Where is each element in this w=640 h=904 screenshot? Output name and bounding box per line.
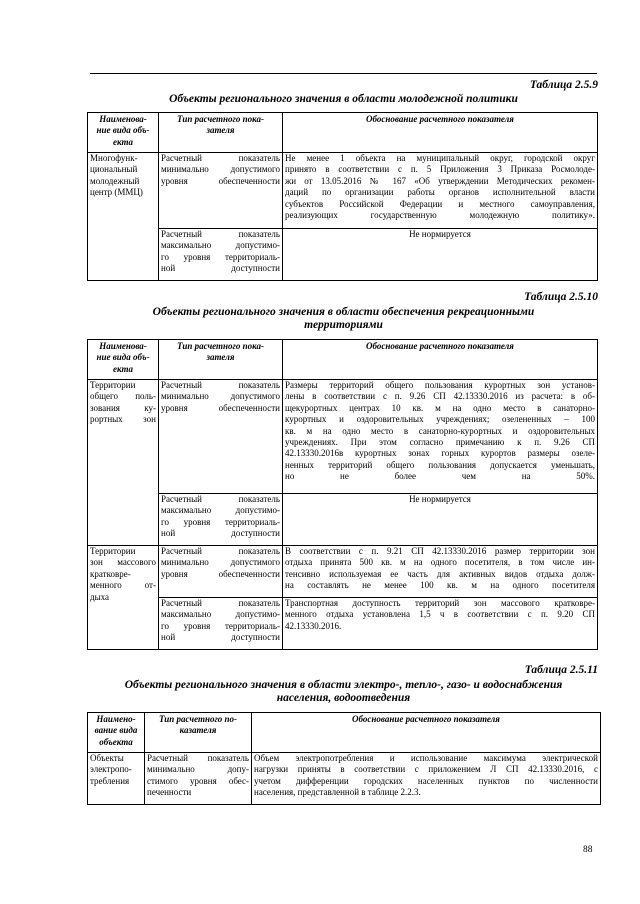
indicator-basis-cell: Транспортная доступность территорий зон массового кратковре- менного отдыха установлена 1,5 ч в соответствии с п. 9.20 СП 42.13330.2016.: [283, 598, 598, 650]
object-name-cell: Территории зон массового кратковре- менного от- дыха: [88, 546, 159, 650]
table-title: Объекты регионального значения в области обеспечения рекреационными территориями: [152, 306, 535, 331]
indicator-basis-cell: Не нормируется: [283, 494, 598, 546]
header-indicator-basis: Обоснование расчетного показателя: [283, 340, 598, 380]
indicator-type-cell: Расчетный показатель максимально допустимо- го уровня территориаль- ной доступности: [159, 598, 283, 650]
table-label: Таблица 2.5.11: [524, 664, 598, 676]
table-row: [88, 494, 598, 546]
table-row: [88, 229, 598, 281]
object-name-cell: Многофунк- циональный молодежный центр (ММЦ): [88, 153, 159, 281]
table-row: [88, 153, 598, 229]
table-label: Таблица 2.5.10: [524, 291, 598, 303]
indicator-type-cell: Расчетный показатель максимально допустимо- го уровня территориаль- ной доступности: [159, 494, 283, 546]
header-object-name: Наименова- ние вида объ- екта: [88, 340, 159, 380]
table-row: [88, 598, 598, 650]
indicator-basis-cell: В соответствии с п. 9.21 СП 42.13330.2016 размер территории зон отдыха принята 500 кв. м на одного посетителя, в том числе ин- тенсивно используемая ее часть для активных видов отдыха долж- на составлять не менее 100 кв. м на одного посетителя: [283, 546, 598, 598]
header-indicator-type: Тип расчетного по- казателя: [145, 713, 252, 753]
indicator-type-cell: Расчетный показатель минимально допустимого уровня обеспеченности: [159, 380, 283, 494]
page-number: 88: [583, 845, 593, 855]
header-rule: [90, 73, 597, 74]
table-recreational-areas: [87, 339, 598, 650]
object-name-cell: Объекты электропо- требления: [88, 753, 145, 805]
header-row: [88, 113, 598, 153]
indicator-basis-cell: Объем электропотребления и использование максимума электрической нагрузки приняты в соответствии с приложением Л СП 42.13330.2016, с учетом дифференции городских населенных пунктов по численности населения, представленной в таблице 2.2.3.: [252, 753, 601, 805]
table-utilities: [87, 712, 601, 805]
header-object-name: Наимено- вание вида объекта: [88, 713, 145, 753]
header-object-name: Наименова- ние вида объ- екта: [88, 113, 159, 153]
header-indicator-type: Тип расчетного пока- зателя: [159, 113, 283, 153]
indicator-basis-cell: Размеры территорий общего пользования курортных зон установ- лены в соответствии с п. 9.26 СП 42.13330.2016 из расчета: в об- щекурортных центрах 10 кв. м на одно место в санаторно- курортных и оздоровительных учреждениях; озелененных – 100 кв. м на одно место в санаторно-курортных и оздоровительных учреждениях. При этом согласно примечанию к п. 9.26 СП 42.13330.2016в курортных зонах горных курортов размеры озеле- ненных территорий общего пользования допускается уменьшать, но не более чем на 50%.: [283, 380, 598, 494]
header-row: [88, 713, 601, 753]
indicator-basis-cell: Не нормируется: [283, 229, 598, 281]
table-label: Таблица 2.5.9: [529, 79, 598, 91]
indicator-basis-cell: Не менее 1 объекта на муниципальный округ, городской округ принято в соответствии с п. 5 Приложения 3 Приказа Росмолоде- жи от 13.05.2016 № 167 «Об утверждении Методических рекомен- даций по организации работы органов исполнительной власти субъектов Российской Федерации и местного самоуправления, реализующих государственную молодежную политику».: [283, 153, 598, 229]
header-indicator-basis: Обоснование расчетного показателя: [252, 713, 601, 753]
table-youth-policy: [87, 112, 598, 281]
indicator-type-cell: Расчетный показатель минимально допустимого уровня обеспеченности: [159, 546, 283, 598]
header-row: [88, 340, 598, 380]
header-indicator-basis: Обоснование расчетного показателя: [283, 113, 598, 153]
indicator-type-cell: Расчетный показатель максимально допустимо- го уровня территориаль- ной доступности: [159, 229, 283, 281]
indicator-type-cell: Расчетный показатель минимально допу- стимого уровня обес- печенности: [145, 753, 252, 805]
indicator-type-cell: Расчетный показатель минимально допустимого уровня обеспеченности: [159, 153, 283, 229]
object-name-cell: Территории общего поль- зования ку- рортных зон: [88, 380, 159, 546]
table-row: [88, 546, 598, 598]
table-title: Объекты регионального значения в области молодежной политики: [169, 93, 518, 105]
table-row: [88, 753, 601, 805]
table-row: [88, 380, 598, 494]
table-title: Объекты регионального значения в области электро-, тепло-, газо- и водоснабжения населения, водоотведения: [124, 679, 563, 704]
header-indicator-type: Тип расчетного пока- зателя: [159, 340, 283, 380]
